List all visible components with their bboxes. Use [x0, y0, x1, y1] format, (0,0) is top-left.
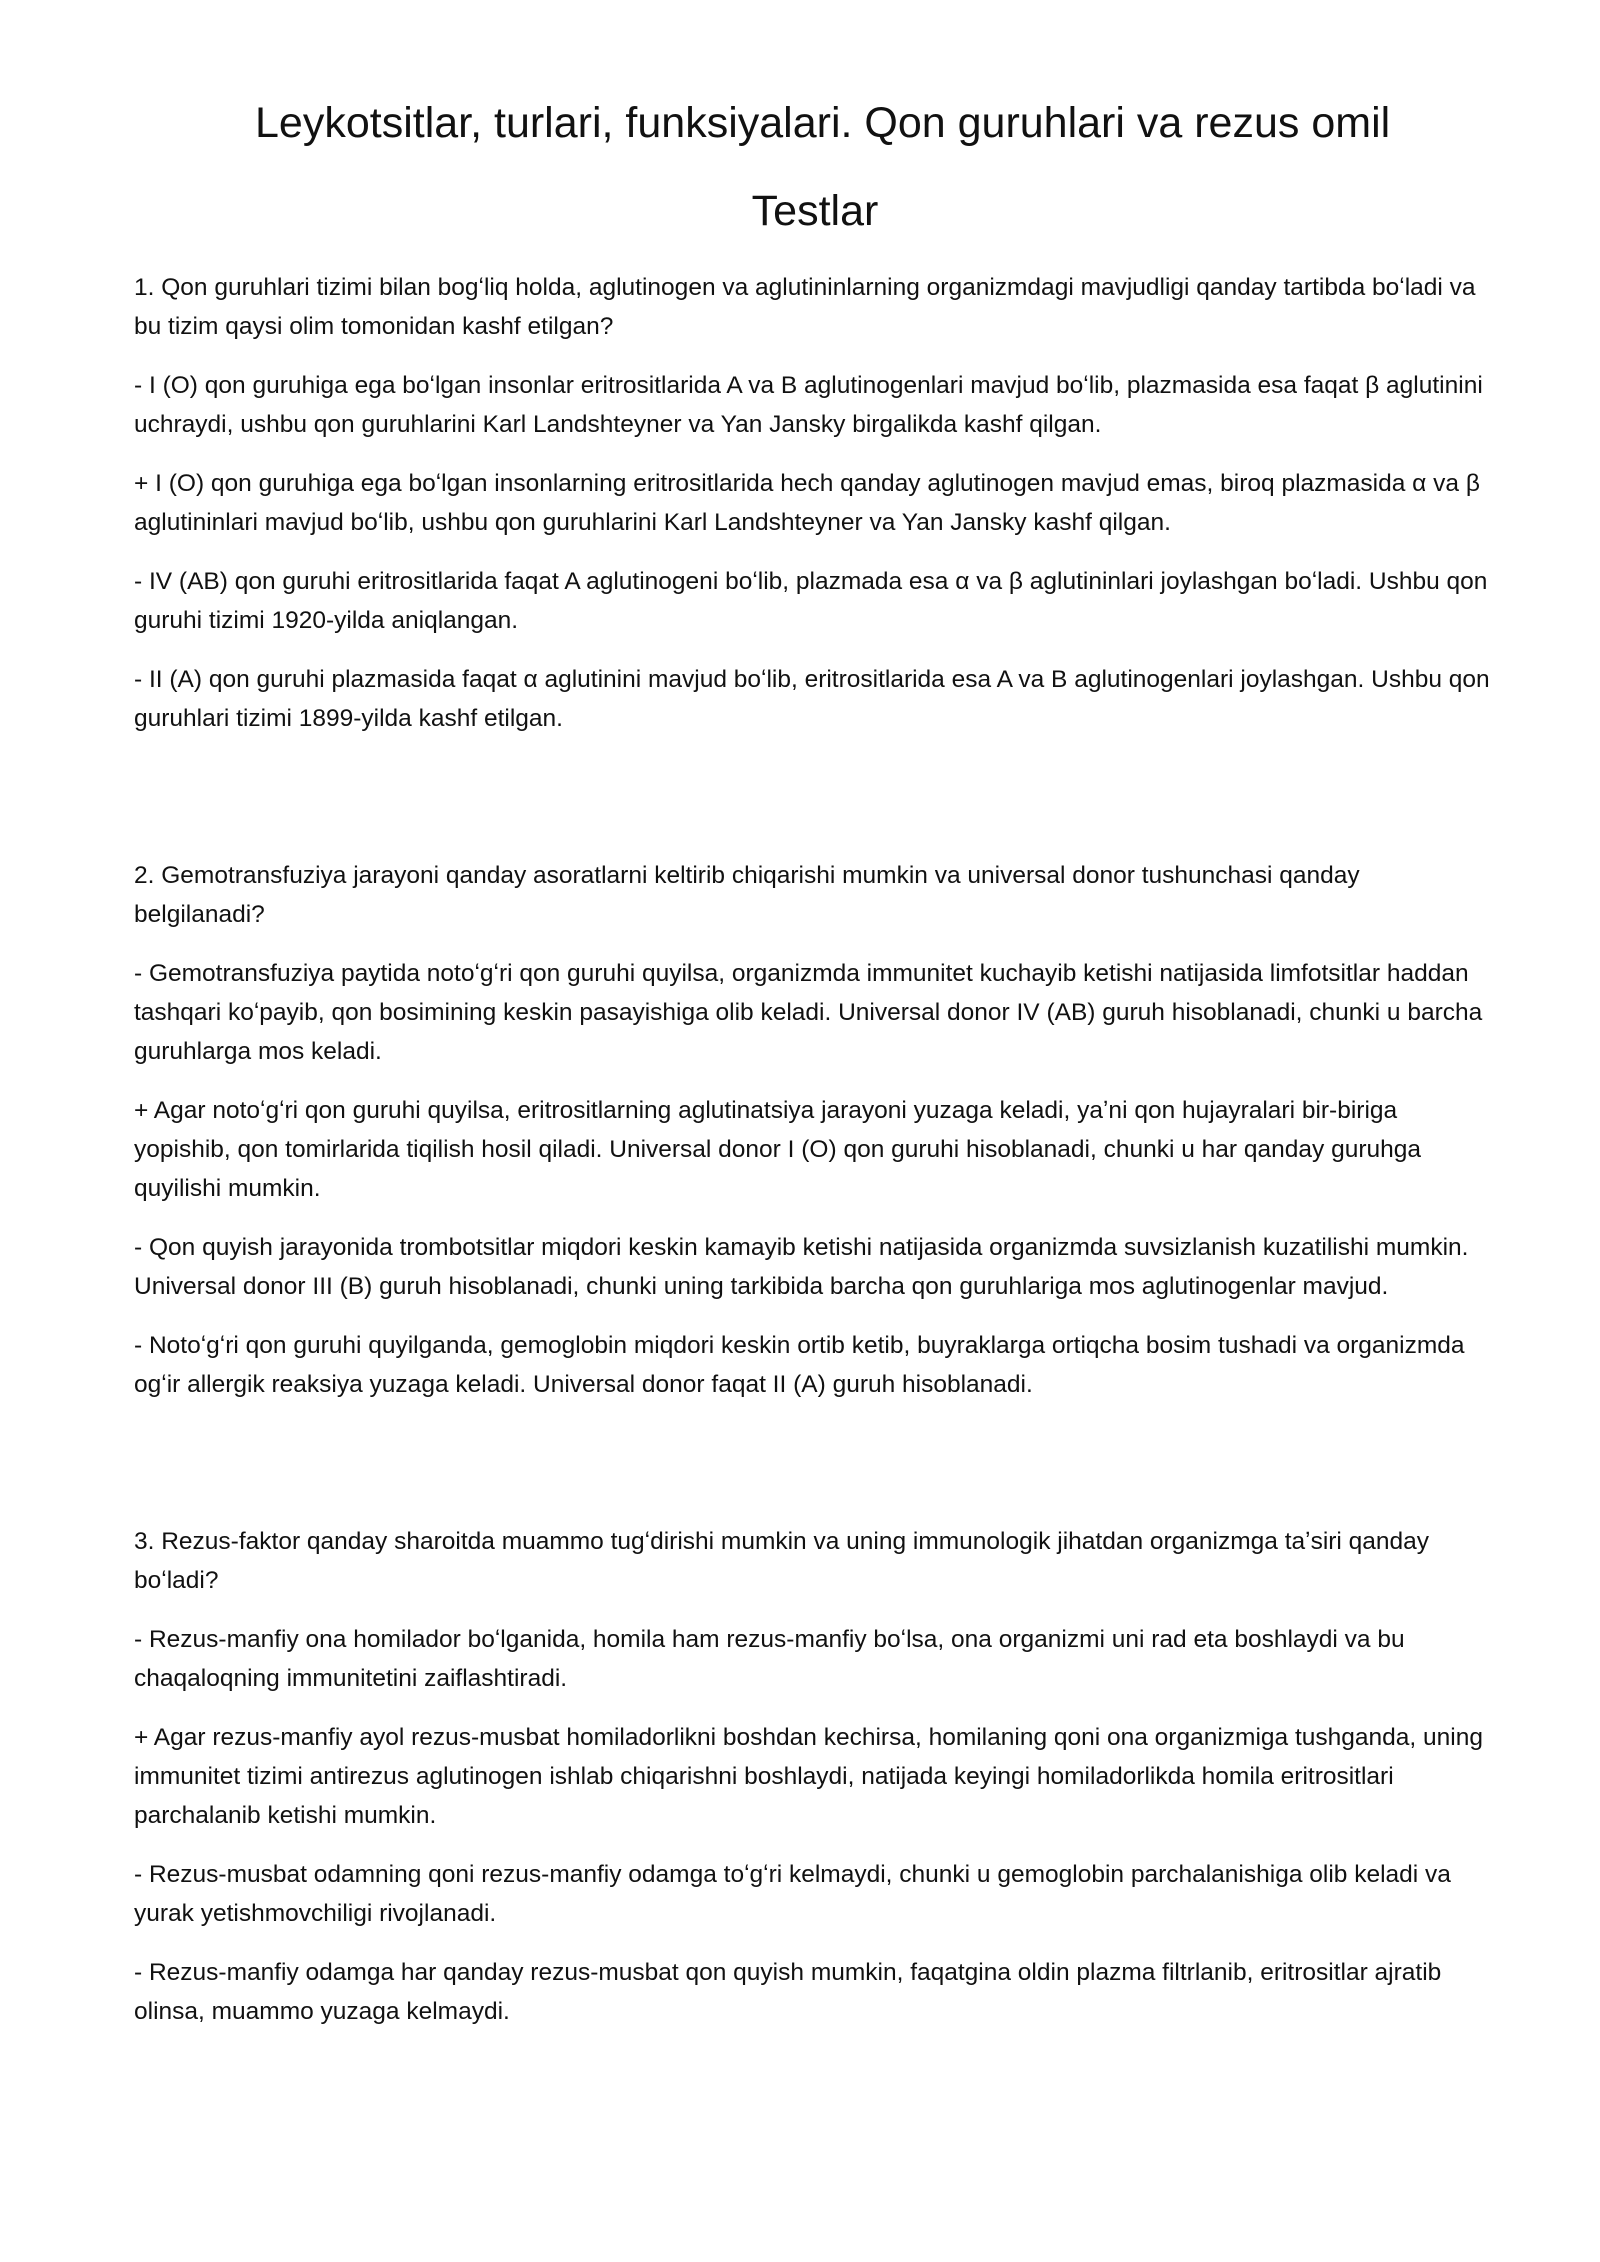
question-text: 3. Rezus-faktor qanday sharoitda muammo tugʻdirishi mumkin va uning immunologik jihatdan organizmga taʼsiri qanday boʻladi?: [134, 1528, 1430, 1594]
question-1: [134, 268, 1494, 738]
question-3: [134, 1522, 1494, 2031]
answer-option: - Gemotransfuziya paytida notoʻgʻri qon guruhi quyilsa, organizmda immunitet kuchayib ketishi natijasida limfotsitlar haddan tashqari koʻpayib, qon bosimining keskin pasayishiga olib keladi. Universal donor IV (AB) guruh hisoblanadi, chunki u barcha guruhlarga mos keladi.: [134, 960, 1483, 1065]
answer-option: - Rezus-musbat odamning qoni rezus-manfiy odamga toʻgʻri kelmaydi, chunki u gemoglobin parchalanishiga olib keladi va yurak yetishmovchiligi rivojlanadi.: [134, 1861, 1451, 1927]
question-2: [134, 856, 1494, 1404]
page-title: Leykotsitlar, turlari, funksiyalari. Qon guruhlari va rezus omil: [255, 99, 1391, 147]
answer-option: - I (O) qon guruhiga ega boʻlgan insonlar eritrositlarida A va B aglutinogenlari mavjud boʻlib, plazmasida esa faqat β aglutinini uchraydi, ushbu qon guruhlarini Karl Landshteyner va Yan Jansky birgalikda kashf qilgan.: [134, 372, 1483, 438]
answer-option: - Qon quyish jarayonida trombotsitlar miqdori keskin kamayib ketishi natijasida organizmda suvsizlanish kuzatilishi mumkin. Universal donor III (B) guruh hisoblanadi, chunki uning tarkibida barcha qon guruhlariga mos aglutinogenlar mavjud.: [134, 1234, 1469, 1300]
answer-option: - II (A) qon guruhi plazmasida faqat α aglutinini mavjud boʻlib, eritrositlarida esa A va B aglutinogenlari joylashgan. Ushbu qon guruhlari tizimi 1899-yilda kashf etilgan.: [134, 666, 1490, 732]
answer-option-correct: + Agar notoʻgʻri qon guruhi quyilsa, eritrositlarning aglutinatsiya jarayoni yuzaga keladi, yaʼni qon hujayralari bir-biriga yopishib, qon tomirlarida tiqilish hosil qiladi. Universal donor I (O) qon guruhi hisoblanadi, chunki u har qanday guruhga quyilishi mumkin.: [134, 1097, 1421, 1202]
answer-option: - Rezus-manfiy odamga har qanday rezus-musbat qon quyish mumkin, faqatgina oldin plazma filtrlanib, eritrositlar ajratib olinsa, muammo yuzaga kelmaydi.: [134, 1959, 1442, 2025]
question-text: 1. Qon guruhlari tizimi bilan bogʻliq holda, aglutinogen va aglutininlarning organizmdagi mavjudligi qanday tartibda boʻladi va bu tizim qaysi olim tomonidan kashf etilgan?: [134, 274, 1476, 340]
answer-option: - IV (AB) qon guruhi eritrositlarida faqat A aglutinogeni boʻlib, plazmada esa α va β aglutininlari joylashgan boʻladi. Ushbu qon guruhi tizimi 1920-yilda aniqlangan.: [134, 568, 1488, 634]
answer-option-correct: + Agar rezus-manfiy ayol rezus-musbat homiladorlikni boshdan kechirsa, homilaning qoni ona organizmiga tushganda, uning immunitet tizimi antirezus aglutinogen ishlab chiqarishni boshlaydi, natijada keyingi homiladorlikda homila eritrositlari parchalanib ketishi mumkin.: [134, 1724, 1483, 1829]
answer-option: - Notoʻgʻri qon guruhi quyilganda, gemoglobin miqdori keskin ortib ketib, buyraklarga ortiqcha bosim tushadi va organizmda ogʻir allergik reaksiya yuzaga keladi. Universal donor faqat II (A) guruh hisoblanadi.: [134, 1332, 1465, 1398]
page-subtitle: Testlar: [751, 187, 879, 235]
question-list: [134, 268, 1494, 2031]
question-text: 2. Gemotransfuziya jarayoni qanday asoratlarni keltirib chiqarishi mumkin va universal donor tushunchasi qanday belgilanadi?: [134, 862, 1360, 928]
answer-option: - Rezus-manfiy ona homilador boʻlganida, homila ham rezus-manfiy boʻlsa, ona organizmi uni rad eta boshlaydi va bu chaqaloqning immunitetini zaiflashtiradi.: [134, 1626, 1405, 1692]
answer-option-correct: + I (O) qon guruhiga ega boʻlgan insonlarning eritrositlarida hech qanday aglutinogen mavjud emas, biroq plazmasida α va β aglutininlari mavjud boʻlib, ushbu qon guruhlarini Karl Landshteyner va Yan Jansky kashf qilgan.: [134, 470, 1480, 536]
